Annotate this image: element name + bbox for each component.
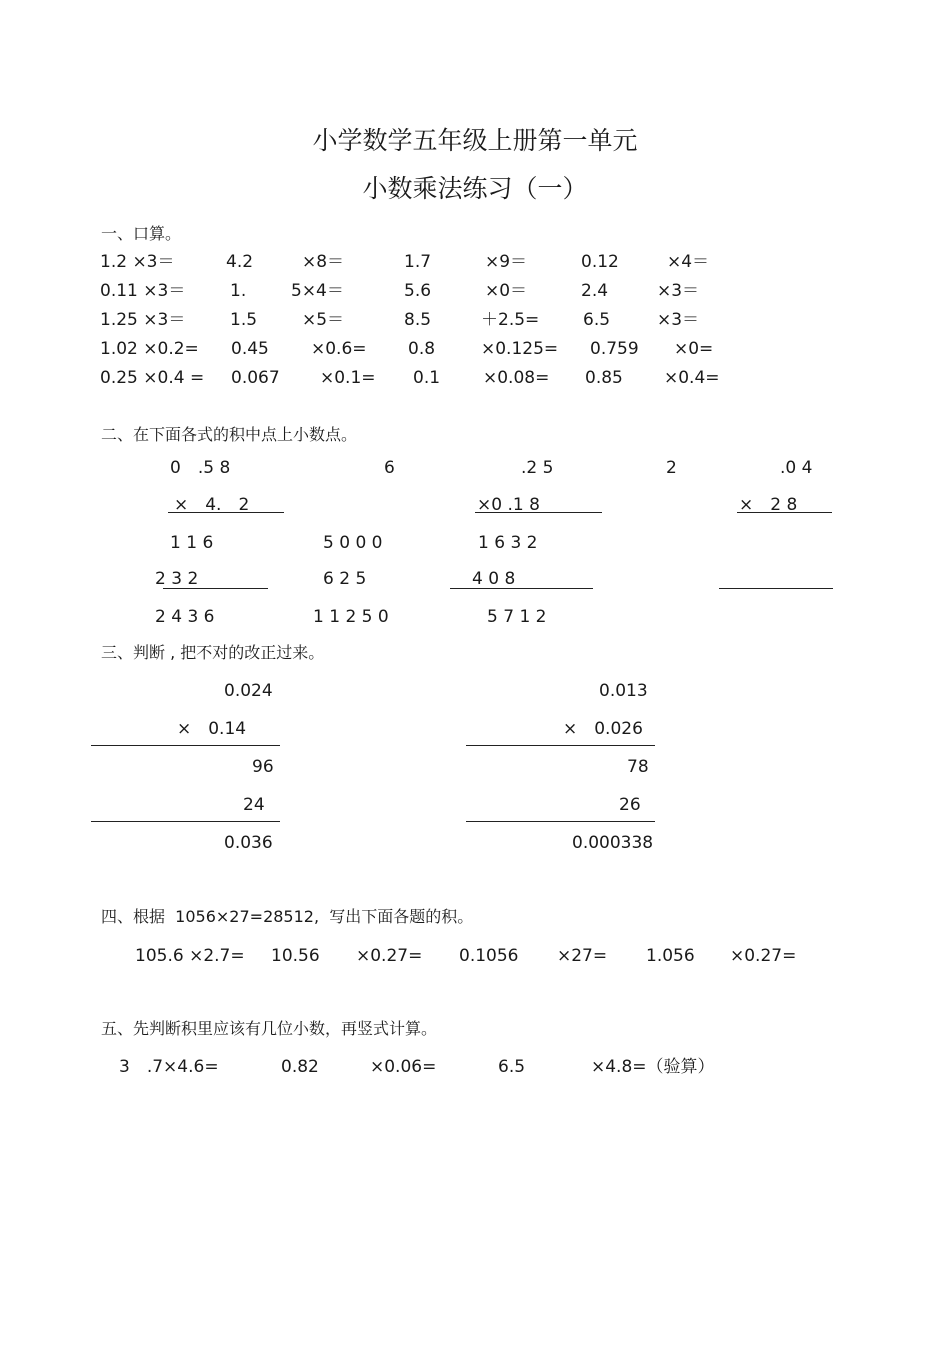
oral-calc-item: 5×4＝: [291, 281, 344, 301]
section-2-heading: 二、在下面各式的积中点上小数点。: [101, 425, 358, 444]
oral-calc-item: ×0＝: [485, 281, 528, 301]
underline: [719, 588, 833, 589]
oral-calc-item: 0.8: [408, 339, 436, 359]
page-title: 小学数学五年级上册第一单元: [312, 126, 638, 155]
oral-calc-item: ＋2.5=: [481, 310, 540, 330]
oral-calc-item: 6.5: [583, 310, 611, 330]
multiplicand: 0.024: [224, 681, 273, 701]
oral-calc-item: ×0.08=: [483, 368, 550, 388]
multiplicand: 0.013: [599, 681, 648, 701]
oral-calc-item: 0.45: [231, 339, 269, 359]
multiplicand: 2: [666, 458, 677, 478]
oral-calc-item: ×8＝: [302, 252, 345, 272]
oral-calc-item: ×0.125=: [481, 339, 559, 359]
underline: [91, 745, 280, 746]
section-3-heading: 三、判断 , 把不对的改正过来。: [101, 643, 325, 662]
column-calc-item: ×4.8=（验算）: [591, 1057, 715, 1077]
partial-product: 5 0 0 0: [323, 533, 383, 553]
column-calc-item: ×0.06=: [370, 1057, 437, 1077]
partial-product: 4 0 8: [472, 569, 516, 589]
partial-product: 1 1 6: [170, 533, 214, 553]
multiplicand: 0 .5 8: [170, 458, 231, 478]
partial-product: 2 3 2: [155, 569, 199, 589]
column-calc-item: 0.82: [281, 1057, 319, 1077]
partial-product: 96: [252, 757, 274, 777]
underline: [466, 745, 655, 746]
partial-product: 26: [619, 795, 641, 815]
multiplier: × 0.14: [177, 719, 247, 739]
partial-product: 24: [243, 795, 265, 815]
oral-calc-item: 1.7: [404, 252, 432, 272]
page-subtitle: 小数乘法练习（一）: [362, 174, 588, 203]
multiplier: × 4. 2: [174, 495, 250, 515]
oral-calc-item: 1.2 ×3＝: [100, 252, 175, 272]
oral-calc-item: 1.02 ×0.2=: [100, 339, 199, 359]
oral-calc-item: 4.2: [226, 252, 254, 272]
section-5-heading: 五、先判断积里应该有几位小数，再竖式计算。: [101, 1019, 438, 1038]
product: 5 7 1 2: [487, 607, 547, 627]
multiplier: × 0.026: [563, 719, 643, 739]
underline: [466, 821, 655, 822]
product-item: 0.1056: [459, 946, 519, 966]
product-item: ×27=: [557, 946, 608, 966]
multiplicand: .0 4: [780, 458, 813, 478]
product-item: 1.056: [646, 946, 695, 966]
oral-calc-item: 5.6: [404, 281, 432, 301]
oral-calc-item: ×3＝: [657, 281, 700, 301]
oral-calc-item: 1.5: [230, 310, 258, 330]
product-item: 105.6 ×2.7=: [135, 946, 245, 966]
oral-calc-item: 2.4: [581, 281, 609, 301]
underline: [450, 588, 593, 589]
oral-calc-item: 0.85: [585, 368, 623, 388]
product: 1 1 2 5 0: [313, 607, 389, 627]
oral-calc-item: 0.1: [413, 368, 441, 388]
multiplicand: .2 5: [521, 458, 554, 478]
multiplier: × 2 8: [739, 495, 798, 515]
product: 0.036: [224, 833, 273, 853]
product-item: ×0.27=: [356, 946, 423, 966]
column-calc-item: 6.5: [498, 1057, 526, 1077]
oral-calc-item: 1.25 ×3＝: [100, 310, 186, 330]
oral-calc-item: ×9＝: [485, 252, 528, 272]
oral-calc-item: ×5＝: [302, 310, 345, 330]
product: 2 4 3 6: [155, 607, 215, 627]
column-calc-item: 3 .7×4.6=: [119, 1057, 219, 1077]
product-item: ×0.27=: [730, 946, 797, 966]
oral-calc-item: ×0.1=: [320, 368, 376, 388]
oral-calc-item: 1.: [230, 281, 247, 301]
oral-calc-item: ×0.6=: [311, 339, 367, 359]
oral-calc-item: ×4＝: [667, 252, 710, 272]
section-1-heading: 一、口算。: [101, 224, 182, 243]
underline: [475, 512, 602, 513]
multiplier: ×0 .1 8: [477, 495, 540, 515]
oral-calc-item: 0.067: [231, 368, 280, 388]
underline: [168, 512, 284, 513]
oral-calc-item: ×0.4=: [664, 368, 720, 388]
multiplicand: 6: [384, 458, 395, 478]
product-item: 10.56: [271, 946, 320, 966]
underline: [737, 512, 832, 513]
partial-product: 1 6 3 2: [478, 533, 538, 553]
product: 0.000338: [572, 833, 654, 853]
oral-calc-item: ×0=: [674, 339, 714, 359]
underline: [163, 588, 268, 589]
partial-product: 6 2 5: [323, 569, 367, 589]
oral-calc-item: 0.12: [581, 252, 619, 272]
partial-product: 78: [627, 757, 649, 777]
oral-calc-item: 0.25 ×0.4 =: [100, 368, 205, 388]
oral-calc-item: 0.759: [590, 339, 639, 359]
section-4-heading: 四、根据 1056×27=28512, 写出下面各题的积。: [101, 907, 474, 926]
oral-calc-item: 8.5: [404, 310, 432, 330]
oral-calc-item: 0.11 ×3＝: [100, 281, 186, 301]
underline: [91, 821, 280, 822]
oral-calc-item: ×3＝: [657, 310, 700, 330]
